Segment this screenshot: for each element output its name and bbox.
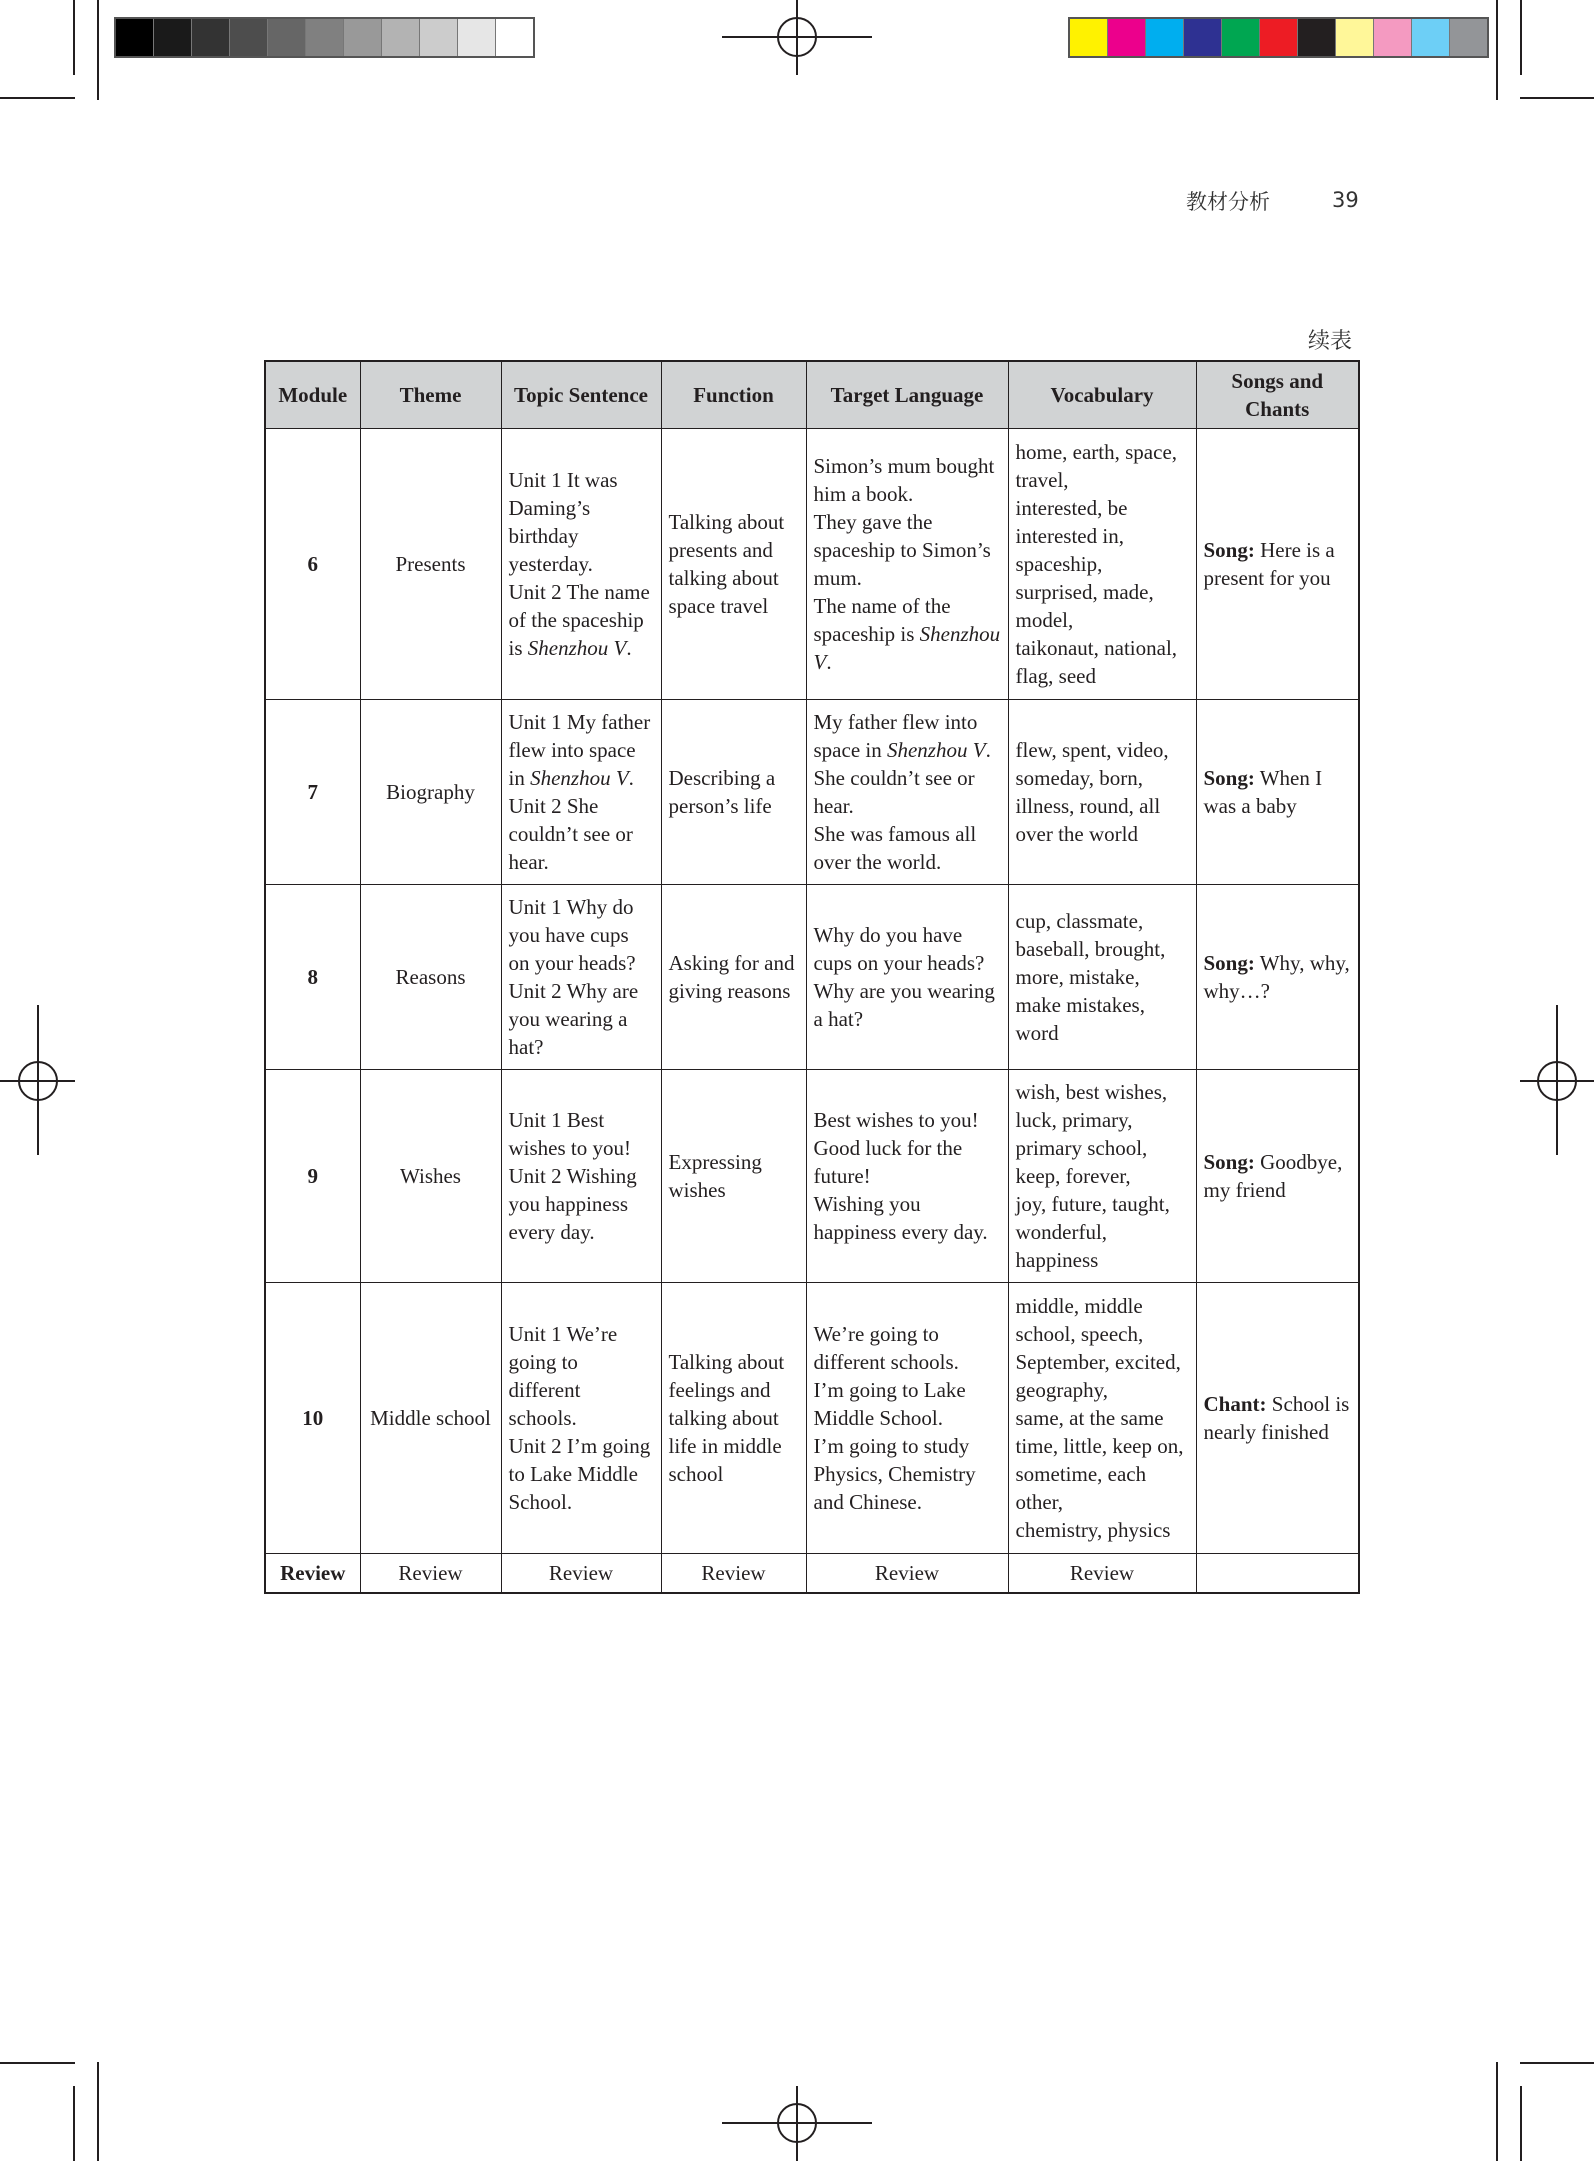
- color-swatch: [458, 19, 496, 56]
- table-row: [265, 1283, 1359, 1554]
- text-line: Good luck for the future!: [813, 1136, 963, 1188]
- table-row: [265, 1070, 1359, 1283]
- theme-cell: Reasons: [360, 885, 501, 1070]
- text-line: Unit 2 Why are you wearing a hat?: [508, 979, 639, 1059]
- function-cell: Talking about presents and talking about space travel: [661, 429, 806, 700]
- grayscale-calibration-bar: [114, 17, 535, 58]
- text-line: taikonaut, national, flag, seed: [1015, 636, 1178, 688]
- color-swatch: [1412, 19, 1450, 56]
- song-label: Song:: [1203, 766, 1255, 790]
- text-line: Wishing you happiness every day.: [813, 1192, 988, 1244]
- text-line: cup, classmate, baseball, brought, more, mistake, make mistakes, word: [1015, 909, 1166, 1045]
- review-row: [265, 1554, 1359, 1594]
- text-line: Unit 2 She couldn’t see or hear.: [508, 794, 633, 874]
- color-swatch: [1374, 19, 1412, 56]
- theme-cell: Wishes: [360, 1070, 501, 1283]
- color-swatch: [268, 19, 306, 56]
- text-line: joy, future, taught, wonderful, happiness: [1015, 1192, 1170, 1272]
- function-cell: Expressing wishes: [661, 1070, 806, 1283]
- module-cell: 6: [265, 429, 360, 700]
- table-row: [265, 885, 1359, 1070]
- text-line: Unit 2 I’m going to Lake Middle School.: [508, 1434, 651, 1514]
- vocabulary-cell: [1008, 885, 1196, 1070]
- text-line: Best wishes to you!: [813, 1108, 979, 1132]
- songs-chants-cell: [1196, 885, 1359, 1070]
- text-run: My father flew into space in: [813, 710, 978, 762]
- song-label: Song:: [1203, 538, 1255, 562]
- text-line: Unit 1 Why do you have cups on your heads?: [508, 895, 636, 975]
- crop-mark: [1520, 2086, 1522, 2161]
- song-title: School is nearly finished: [1203, 1392, 1350, 1444]
- function-cell: Talking about feelings and talking about life in middle school: [661, 1283, 806, 1554]
- crop-mark: [0, 2062, 75, 2064]
- color-swatch: [344, 19, 382, 56]
- text-line: flew, spent, video, someday, born, illness, round, all over the world: [1015, 738, 1169, 846]
- column-header-topic-sentence: Topic Sentence: [501, 361, 661, 429]
- italic-spaceship-name: Shenzhou V: [813, 622, 1001, 674]
- crop-mark: [1496, 0, 1498, 100]
- crop-mark: [73, 0, 75, 75]
- column-header-songs-and-chants: [1196, 361, 1359, 429]
- text-line: [509, 708, 654, 792]
- song-label: Song:: [1203, 951, 1255, 975]
- text-line: interested, be interested in,: [1015, 496, 1128, 548]
- color-swatch: [192, 19, 230, 56]
- table-row: [265, 429, 1359, 700]
- color-swatch: [496, 19, 533, 56]
- target-language-cell: Review: [806, 1554, 1008, 1594]
- color-swatch: [1146, 19, 1184, 56]
- header-line: Songs and: [1231, 369, 1324, 393]
- crop-mark: [0, 97, 75, 99]
- crop-mark: [1520, 2062, 1594, 2064]
- target-language-cell: [806, 1070, 1008, 1283]
- color-swatch: [1298, 19, 1336, 56]
- text-run: Unit 2 The name of the spaceship is: [508, 580, 650, 660]
- text-line: She was famous all over the world.: [813, 822, 977, 874]
- vocabulary-cell: [1008, 429, 1196, 700]
- table-continued-label: 续表: [1308, 329, 1353, 354]
- registration-mark-circle: [18, 1061, 58, 1101]
- color-swatch: [1450, 19, 1487, 56]
- registration-mark-circle: [777, 17, 817, 57]
- topic-sentence-cell: [501, 1070, 661, 1283]
- text-line: [509, 578, 654, 662]
- module-cell: Review: [265, 1554, 360, 1594]
- vocabulary-cell: [1008, 700, 1196, 885]
- topic-sentence-cell: Review: [501, 1554, 661, 1594]
- text-run: .: [985, 738, 991, 762]
- registration-mark-circle: [777, 2103, 817, 2143]
- text-run: The name of the spaceship is: [813, 594, 951, 646]
- songs-chants-cell: [1196, 429, 1359, 700]
- table-header-row: [265, 361, 1359, 429]
- topic-sentence-cell: [501, 429, 661, 700]
- crop-mark: [73, 2086, 75, 2161]
- color-swatch: [420, 19, 458, 56]
- header-line: Chants: [1245, 397, 1310, 421]
- theme-cell: Review: [360, 1554, 501, 1594]
- module-cell: 10: [265, 1283, 360, 1554]
- song-title: When I was a baby: [1203, 766, 1323, 818]
- text-run: .: [826, 650, 832, 674]
- text-line: Simon’s mum bought him a book.: [813, 454, 995, 506]
- text-line: Unit 2 Wishing you happiness every day.: [508, 1164, 637, 1244]
- song-title: Here is a present for you: [1203, 538, 1335, 590]
- function-cell: Review: [661, 1554, 806, 1594]
- target-language-cell: [806, 885, 1008, 1070]
- target-language-cell: [806, 429, 1008, 700]
- text-run: Unit 1 My father flew into space in: [508, 710, 651, 790]
- syllabus-table: [264, 360, 1360, 1594]
- text-line: They gave the spaceship to Simon’s mum.: [813, 510, 991, 590]
- text-line: wish, best wishes, luck, primary, primary school, keep, forever,: [1015, 1080, 1168, 1188]
- song-label: Song:: [1203, 1150, 1255, 1174]
- italic-spaceship-name: Shenzhou V: [886, 738, 986, 762]
- module-cell: 8: [265, 885, 360, 1070]
- color-swatch: [1108, 19, 1146, 56]
- function-cell: Describing a person’s life: [661, 700, 806, 885]
- registration-mark-circle: [1537, 1061, 1577, 1101]
- table-row: [265, 700, 1359, 885]
- color-swatch: [230, 19, 268, 56]
- function-cell: Asking for and giving reasons: [661, 885, 806, 1070]
- color-swatch: [1260, 19, 1298, 56]
- topic-sentence-cell: [501, 885, 661, 1070]
- column-header-module: Module: [265, 361, 360, 429]
- songs-chants-cell: [1196, 1070, 1359, 1283]
- song-title: Goodbye, my friend: [1203, 1150, 1343, 1202]
- crop-mark: [1496, 2062, 1498, 2161]
- color-swatch: [1336, 19, 1374, 56]
- song-label: Chant:: [1203, 1392, 1267, 1416]
- topic-sentence-cell: [501, 1283, 661, 1554]
- topic-sentence-cell: [501, 700, 661, 885]
- color-swatch: [116, 19, 154, 56]
- vocabulary-cell: [1008, 1283, 1196, 1554]
- page-number: 39: [1332, 188, 1359, 212]
- column-header-theme: Theme: [360, 361, 501, 429]
- theme-cell: Presents: [360, 429, 501, 700]
- text-line: home, earth, space, travel,: [1015, 440, 1178, 492]
- songs-chants-cell: [1196, 1283, 1359, 1554]
- column-header-target-language: Target Language: [806, 361, 1008, 429]
- target-language-cell: [806, 700, 1008, 885]
- text-line: She couldn’t see or hear.: [813, 766, 975, 818]
- italic-spaceship-name: Shenzhou V: [527, 636, 627, 660]
- text-line: Unit 1 Best wishes to you!: [508, 1108, 631, 1160]
- module-cell: 7: [265, 700, 360, 885]
- text-line: middle, middle school, speech, September, excited, geography,: [1015, 1294, 1181, 1402]
- text-line: chemistry, physics: [1015, 1518, 1171, 1542]
- column-header-vocabulary: Vocabulary: [1008, 361, 1196, 429]
- text-line: I’m going to study Physics, Chemistry and Chinese.: [813, 1434, 976, 1514]
- songs-chants-cell: [1196, 1554, 1359, 1594]
- module-cell: 9: [265, 1070, 360, 1283]
- text-line: Unit 1 It was Daming’s birthday yesterday.: [508, 468, 618, 576]
- text-line: Unit 1 We’re going to different schools.: [508, 1322, 618, 1430]
- crop-mark: [1520, 0, 1522, 75]
- crop-mark: [97, 2062, 99, 2161]
- crop-mark: [97, 0, 99, 100]
- color-swatch: [1070, 19, 1108, 56]
- text-line: same, at the same time, little, keep on, sometime, each other,: [1015, 1406, 1184, 1514]
- song-title: Why, why, why…?: [1203, 951, 1350, 1003]
- vocabulary-cell: [1008, 1070, 1196, 1283]
- text-run: .: [626, 636, 632, 660]
- theme-cell: Biography: [360, 700, 501, 885]
- text-line: [814, 708, 1001, 764]
- songs-chants-cell: [1196, 700, 1359, 885]
- color-swatch: [1184, 19, 1222, 56]
- color-swatch: [1222, 19, 1260, 56]
- text-line: spaceship, surprised, made, model,: [1015, 552, 1154, 632]
- crop-mark: [1520, 97, 1594, 99]
- text-run: .: [628, 766, 634, 790]
- text-line: I’m going to Lake Middle School.: [813, 1378, 966, 1430]
- theme-cell: Middle school: [360, 1283, 501, 1554]
- color-swatch: [154, 19, 192, 56]
- vocabulary-cell: Review: [1008, 1554, 1196, 1594]
- running-head: 教材分析: [1186, 190, 1270, 214]
- color-calibration-bar: [1068, 17, 1489, 58]
- text-line: Why do you have cups on your heads?: [813, 923, 985, 975]
- color-swatch: [306, 19, 344, 56]
- column-header-function: Function: [661, 361, 806, 429]
- italic-spaceship-name: Shenzhou V: [530, 766, 629, 790]
- text-line: [814, 592, 1001, 676]
- text-line: Why are you wearing a hat?: [813, 979, 995, 1031]
- color-swatch: [382, 19, 420, 56]
- target-language-cell: [806, 1283, 1008, 1554]
- text-line: We’re going to different schools.: [813, 1322, 959, 1374]
